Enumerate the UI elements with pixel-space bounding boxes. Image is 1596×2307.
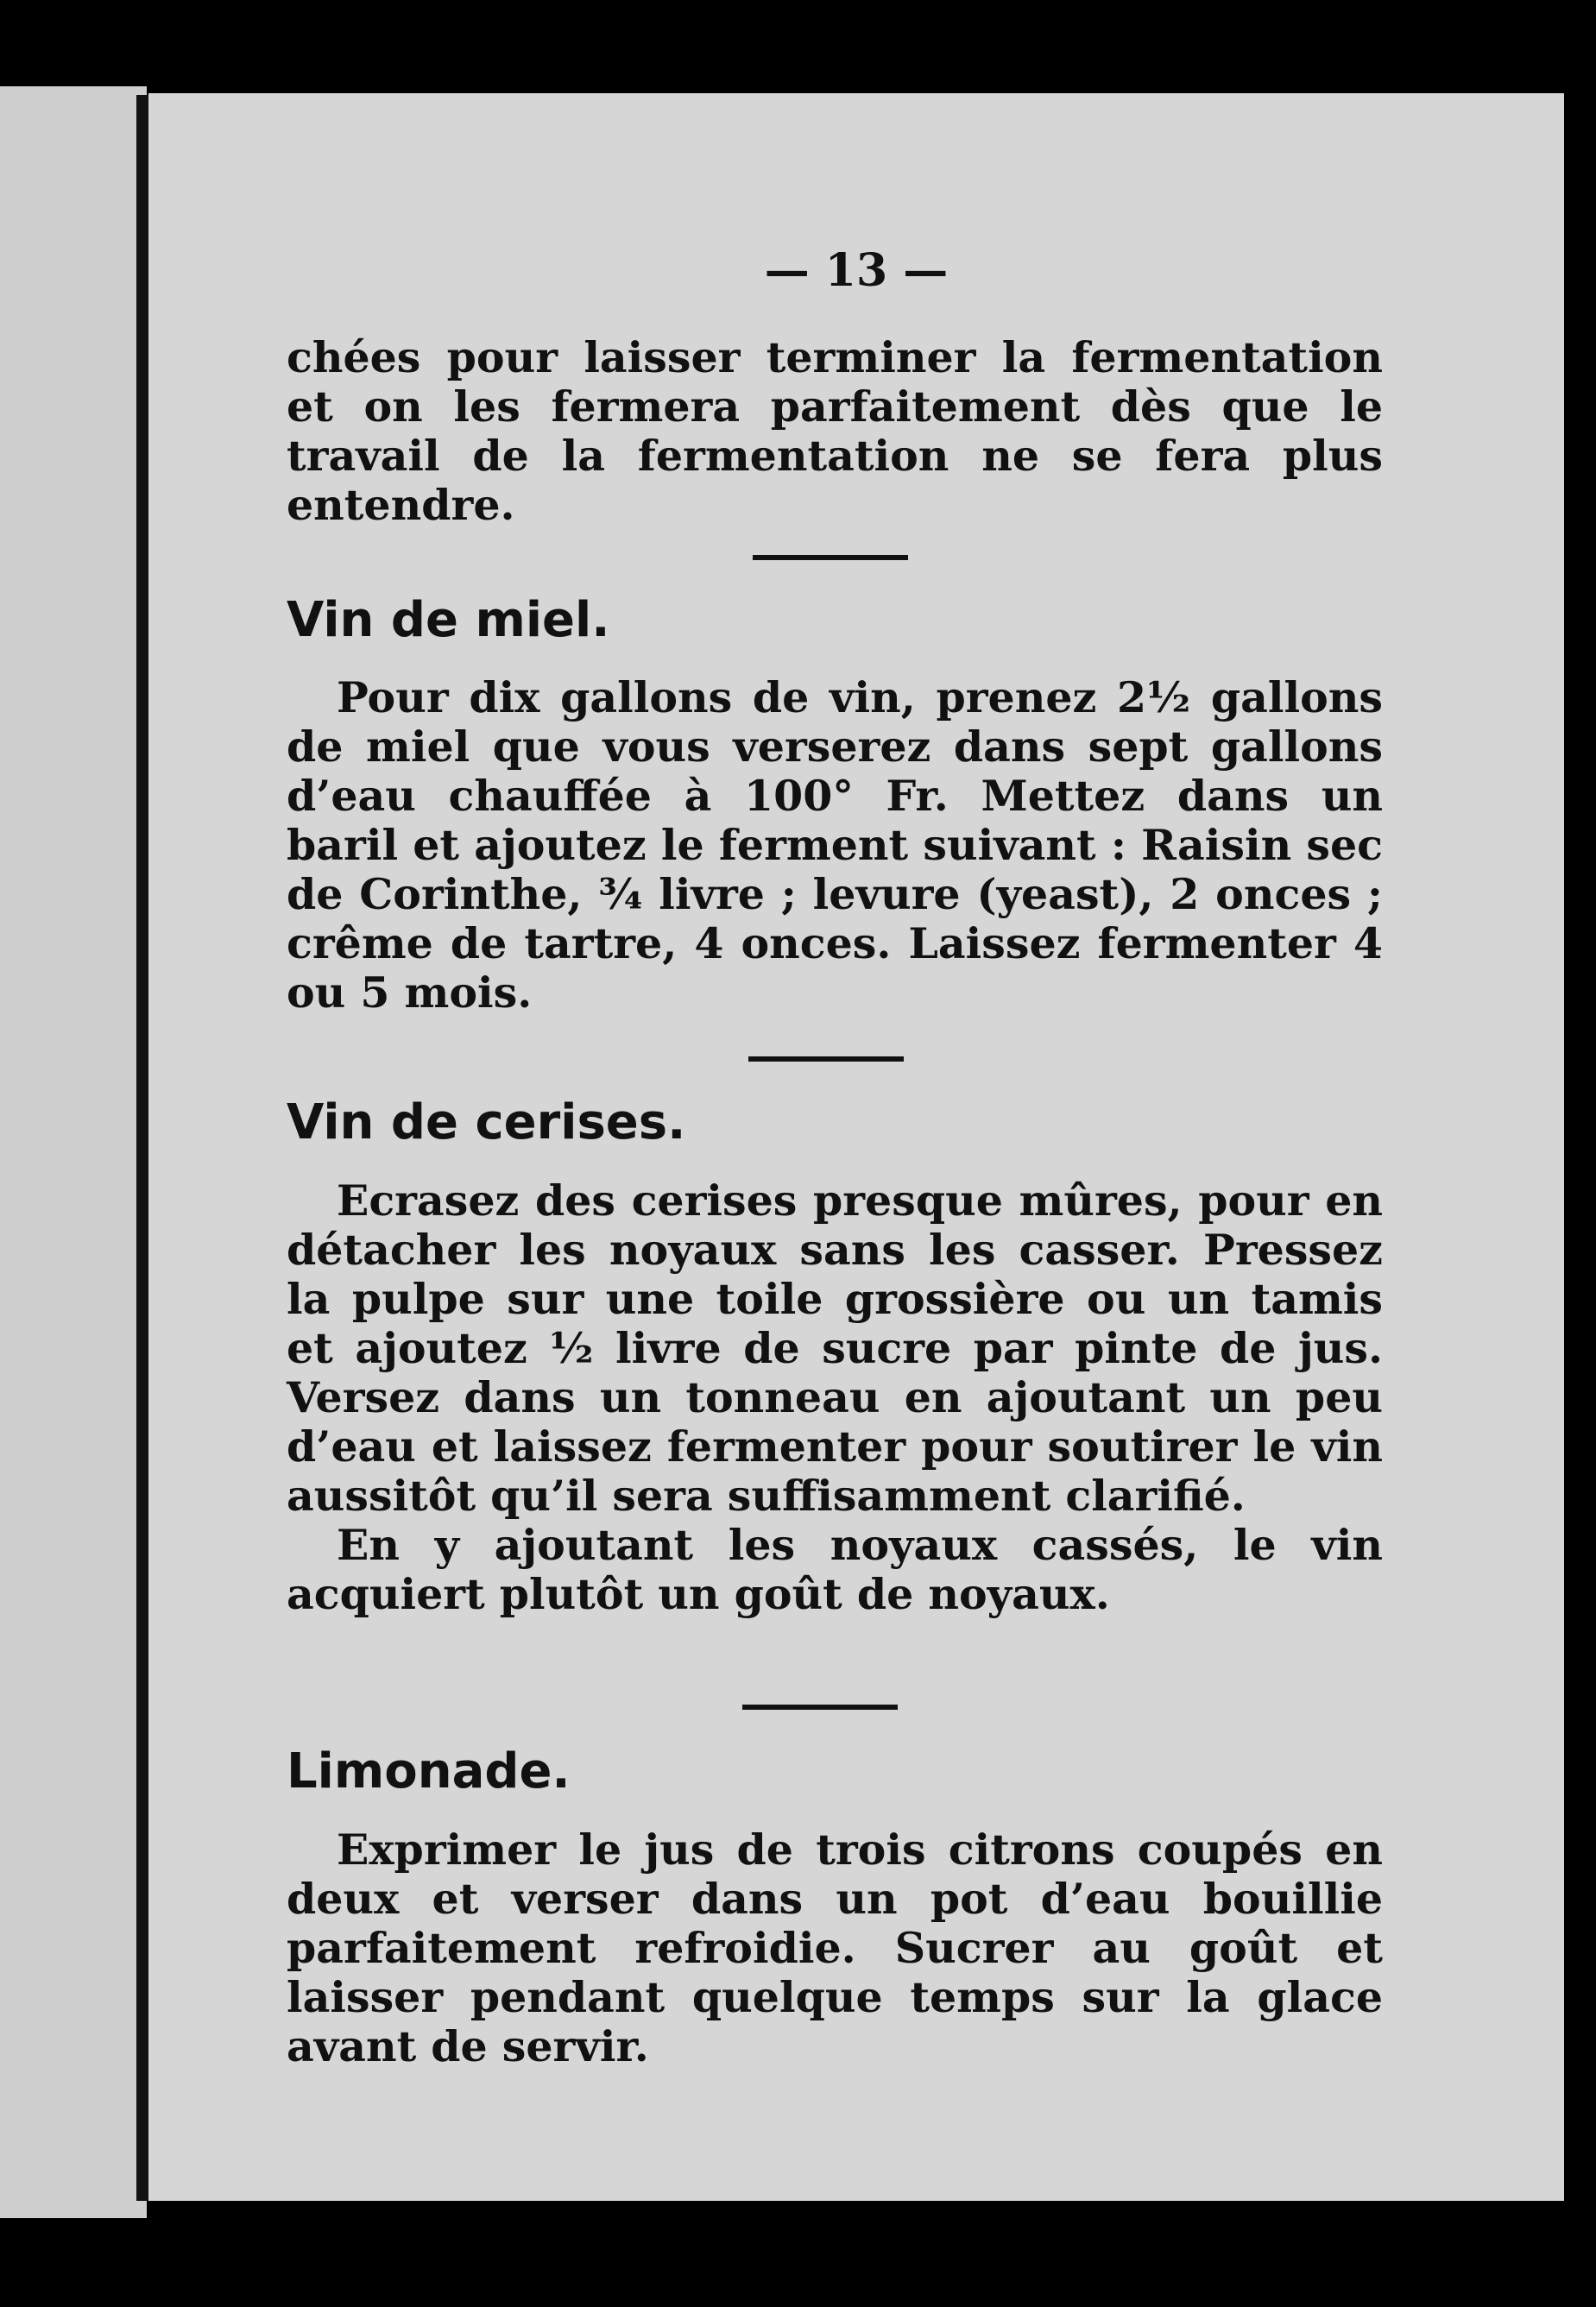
book-page: [148, 93, 1564, 2201]
paragraph: Exprimer le jus de trois citrons coupés en deux et verser dans un pot d’eau bouillie parfaitement refroidie. Sucrer au goût et laisser pendant quelque temps sur la glace avant de servir.: [287, 1825, 1383, 2071]
paragraph: En y ajoutant les noyaux cassés, le vin acquiert plutôt un goût de noyaux.: [287, 1520, 1383, 1619]
section-body-limonade: [287, 1825, 1383, 2071]
section-body-vin-de-miel: [287, 673, 1383, 1018]
section-title-limonade: Limonade.: [287, 1743, 571, 1800]
intro-paragraph: chées pour laisser terminer la fermentation et on les fermera parfaitement dès que le travail de la fermentation ne se fera plus entendre.: [287, 332, 1383, 530]
paragraph: Ecrasez des cerises presque mûres, pour en détacher les noyaux sans les casser. Pressez la pulpe sur une toile grossière ou un tamis et ajoutez ½ livre de sucre par pinte de jus. Versez dans un tonneau en ajoutant un peu d’eau et laissez fermenter pour soutirer le vin aussitôt qu’il sera suffisamment clarifié.: [287, 1176, 1383, 1521]
adjacent-page-edge: [0, 86, 147, 2218]
section-divider: [742, 1705, 898, 1710]
book-spine: [136, 95, 148, 2201]
intro-paragraph-block: [287, 333, 1383, 530]
page-number: — 13 —: [764, 244, 949, 297]
paragraph: Pour dix gallons de vin, prenez 2½ gallons de miel que vous verserez dans sept gallons d’eau chauffée à 100° Fr. Mettez dans un baril et ajoutez le ferment suivant : Raisin sec de Corinthe, ¾ livre ; levure (yeast), 2 onces ; crême de tartre, 4 onces. Laissez fermenter 4 ou 5 mois.: [287, 672, 1383, 1018]
section-title-vin-de-cerises: Vin de cerises.: [287, 1094, 686, 1150]
section-title-vin-de-miel: Vin de miel.: [287, 592, 610, 648]
section-divider: [753, 555, 908, 560]
section-body-vin-de-cerises: [287, 1176, 1383, 1619]
section-divider: [748, 1056, 904, 1062]
